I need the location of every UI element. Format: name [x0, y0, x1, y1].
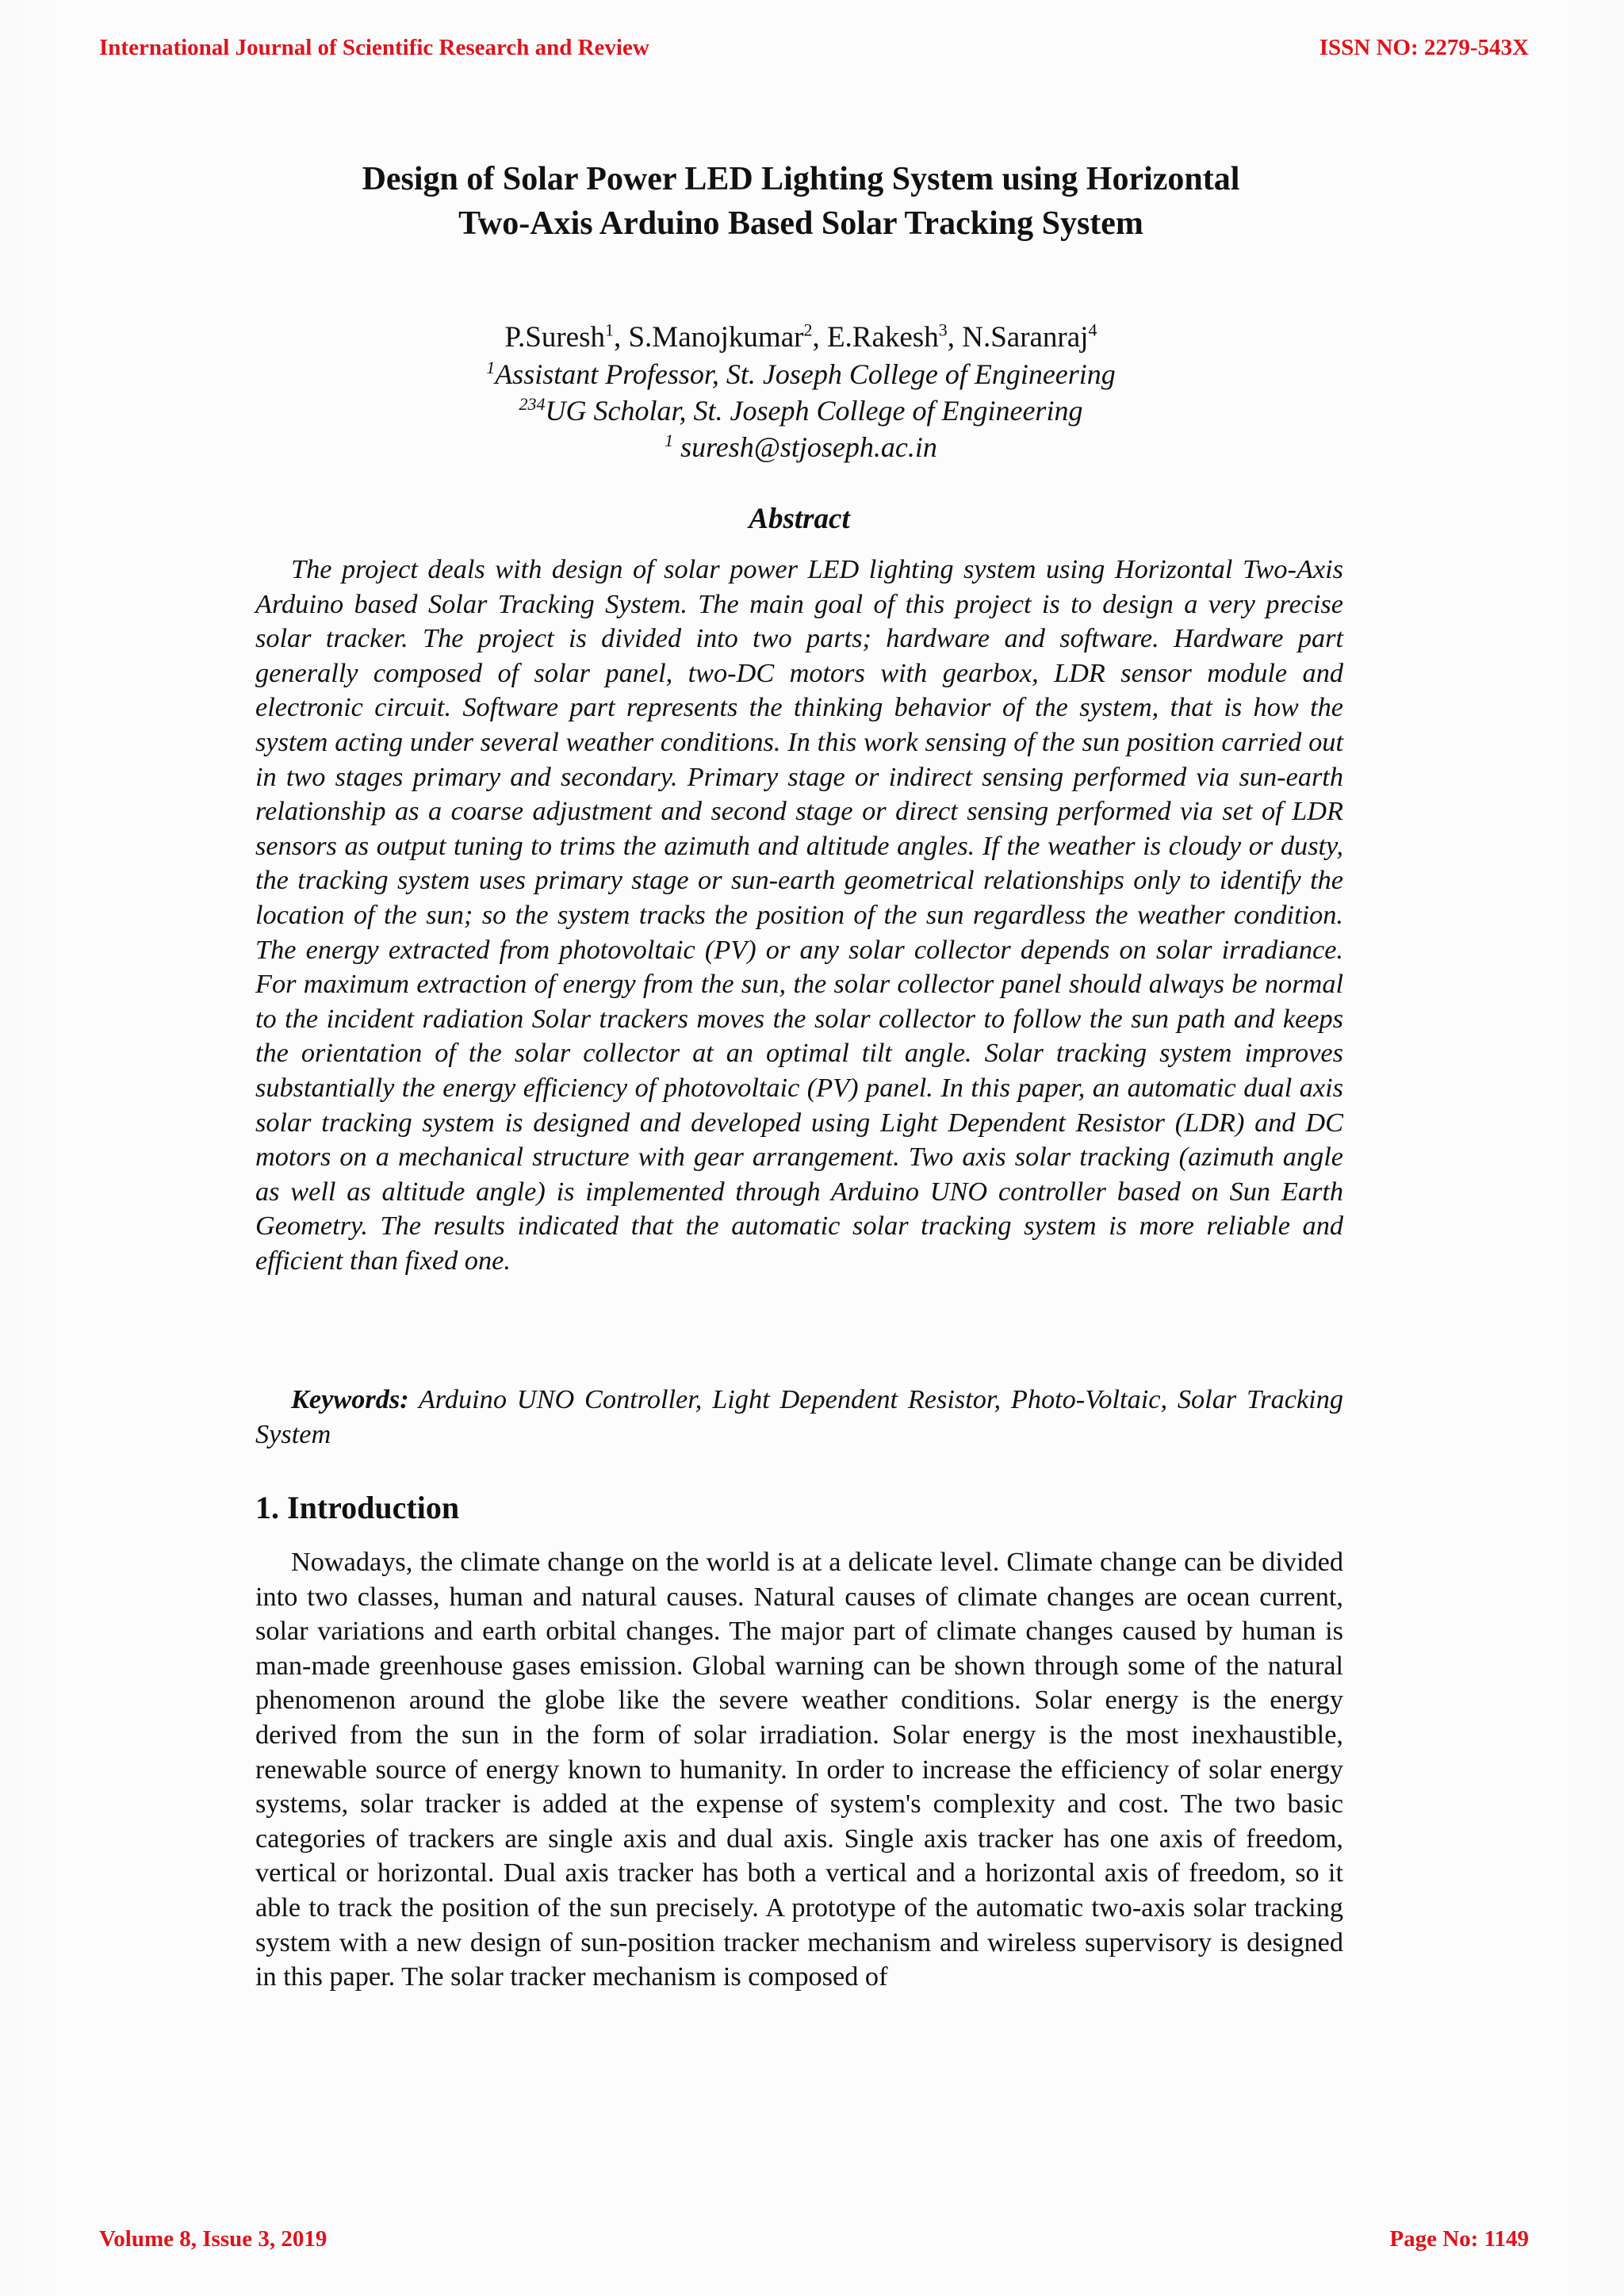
author-4: N.Saranraj — [962, 321, 1089, 354]
keywords-text: Arduino UNO Controller, Light Dependent Resistor, Photo-Voltaic, Solar Tracking System — [255, 1384, 1343, 1449]
author-4-sup: 4 — [1088, 320, 1097, 340]
email-sup: 1 — [665, 430, 674, 450]
section-heading-introduction: 1. Introduction — [255, 1490, 460, 1525]
page-number: Page No: 1149 — [1389, 2226, 1529, 2252]
author-2-sup: 2 — [803, 320, 813, 340]
author-list — [238, 320, 1364, 356]
author-3: E.Rakesh — [826, 321, 939, 354]
author-sep: , — [812, 321, 827, 354]
keywords-label: Keywords: — [291, 1384, 409, 1414]
affiliation-2-sup: 234 — [519, 394, 546, 414]
title-line-2: Two-Axis Arduino Based Solar Tracking System — [458, 205, 1143, 242]
author-1-sup: 1 — [604, 320, 614, 340]
affiliation-2-text: UG Scholar, St. Joseph College of Engineering — [545, 395, 1083, 427]
volume-issue: Volume 8, Issue 3, 2019 — [99, 2226, 327, 2252]
affiliation-1-text: Assistant Professor, St. Joseph College of Engineering — [495, 358, 1116, 390]
introduction-text: Nowadays, the climate change on the world is at a delicate level. Climate change can be divided into two classes, human and natural causes. Natural causes of climate changes are ocean current, solar variations and earth orbital changes. The major part of climate changes caused by human is man-made greenhouse gases emission. Global warning can be shown through some of the natural phenomenon around the globe like the severe weather conditions. Solar energy is the energy derived from the sun in the form of solar irradiation. Solar energy is the most inexhaustible, renewable source of energy known to humanity. In order to increase the efficiency of solar energy systems, solar tracker is added at the expense of system's complexity and cost. The two basic categories of trackers are single axis and dual axis. Single axis tracker has one axis of freedom, vertical or horizontal. Dual axis tracker has both a vertical and a horizontal axis of freedom, so it able to track the position of the sun precisely. A prototype of the automatic two-axis solar tracking system with a new design of sun-position tracker mechanism and wireless supervisory is designed in this paper. The solar tracker mechanism is composed of — [255, 1547, 1343, 1992]
author-sep: , — [613, 321, 629, 354]
keywords-paragraph — [255, 1383, 1343, 1452]
paper-title — [167, 157, 1435, 246]
author-1: P.Suresh — [504, 321, 605, 354]
abstract-text: The project deals with design of solar power LED lighting system using Horizontal Two-Axis Arduino based Solar Tracking System. The main goal of this project is to design a very precise solar tracker. The project is divided into two parts; hardware and software. Hardware part generally composed of solar panel, two-DC motors with gearbox, LDR sensor module and electronic circuit. Software part represents the thinking behavior of the system, that is how the system acting under several weather conditions. In this work sensing of the sun position carried out in two stages primary and secondary. Primary stage or indirect sensing performed via sun-earth relationship as a coarse adjustment and second stage or direct sensing performed via set of LDR sensors as output tuning to trims the azimuth and altitude angles. If the weather is cloudy or dusty, the tracking system uses primary stage or sun-earth geometrical relationships only to identify the location of the sun; so the system tracks the position of the sun regardless the weather condition. The energy extracted from photovoltaic (PV) or any solar collector depends on solar irradiance. For maximum extraction of energy from the sun, the solar collector panel should always be normal to the incident radiation Solar trackers moves the solar collector to follow the sun path and keeps the orientation of the solar collector at an optimal tilt angle. Solar tracking system improves substantially the energy efficiency of photovoltaic (PV) panel. In this paper, an automatic dual axis solar tracking system is designed and developed using Light Dependent Resistor (LDR) and DC motors on a mechanical structure with gear arrangement. Two axis solar tracking (azimuth angle as well as altitude angle) is implemented through Arduino UNO controller based on Sun Earth Geometry. The results indicated that the automatic solar tracking system is more reliable and efficient than fixed one. — [255, 554, 1343, 1276]
abstract-heading: Abstract — [749, 503, 850, 535]
author-block — [238, 320, 1364, 465]
affiliation-1-sup: 1 — [486, 358, 496, 377]
issn-number: ISSN NO: 2279-543X — [1319, 35, 1529, 60]
affiliation-1 — [238, 356, 1364, 392]
author-email — [238, 429, 1364, 465]
email-link[interactable]: suresh@stjoseph.ac.in — [673, 431, 937, 463]
journal-name: International Journal of Scientific Research and Review — [99, 35, 649, 60]
author-2: S.Manojkumar — [628, 321, 804, 354]
title-line-1: Design of Solar Power LED Lighting System using Horizontal — [362, 161, 1240, 197]
author-3-sup: 3 — [938, 320, 948, 340]
affiliation-2 — [238, 392, 1364, 429]
author-sep: , — [947, 321, 963, 354]
